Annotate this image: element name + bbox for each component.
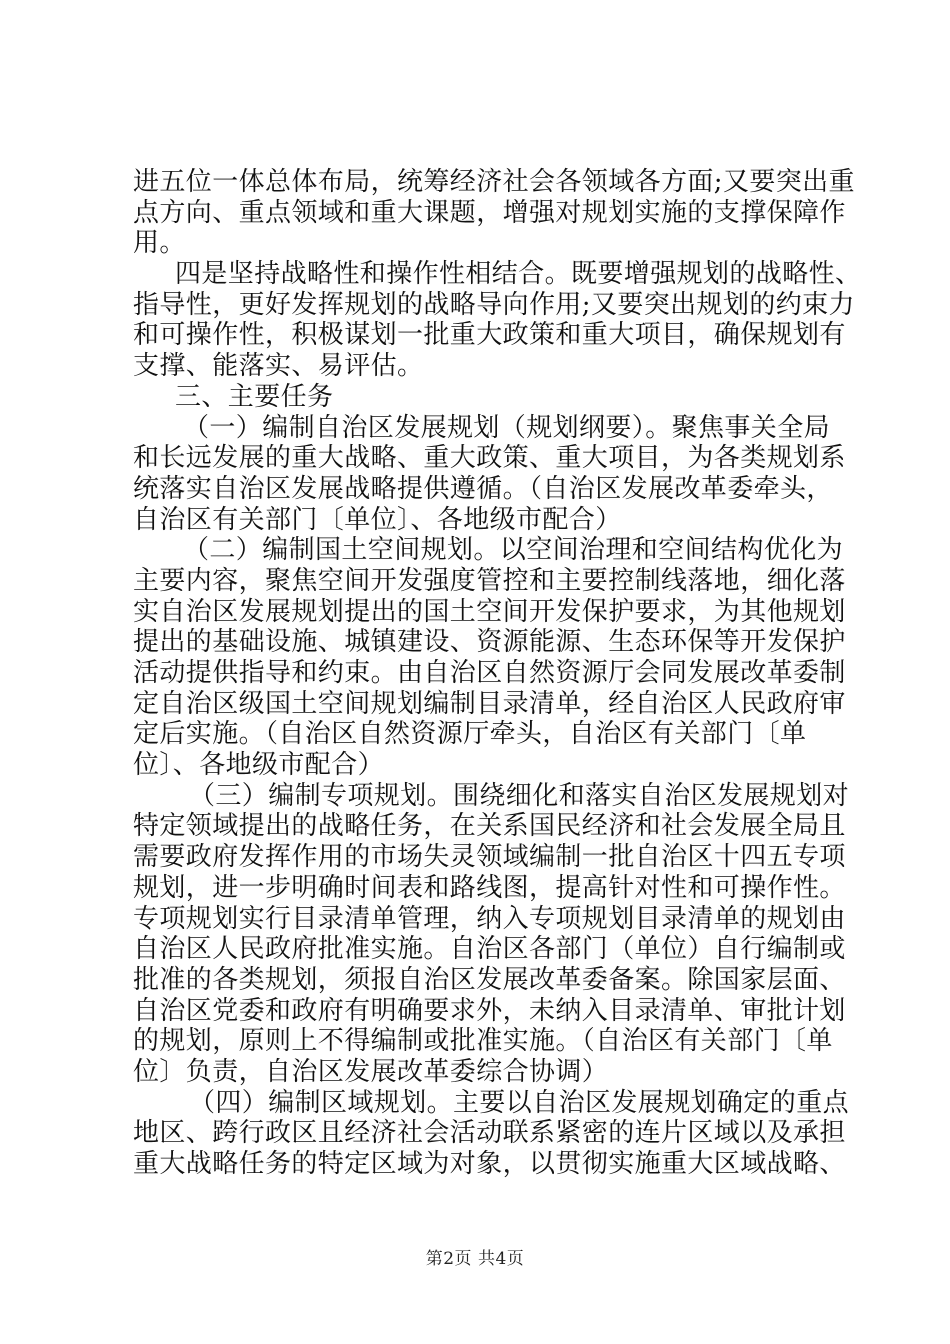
text-line: 地区、跨行政区且经济社会活动联系紧密的连片区域以及承担	[133, 1118, 846, 1149]
text-line: 进五位一体总体布局，统筹经济社会各领域各方面;又要突出重	[133, 167, 855, 197]
paragraph-start-line: 四是坚持战略性和操作性相结合。既要增强规划的战略性、	[175, 259, 862, 290]
text-line: 和可操作性，积极谋划一批重大政策和重大项目，确保规划有	[133, 320, 846, 351]
text-line: 位〕、各地级市配合）	[133, 750, 385, 781]
text-line: 活动提供指导和约束。由自治区自然资源厅会同发展改革委制	[133, 658, 846, 688]
text-line: 指导性，更好发挥规划的战略导向作用;又要突出规划的约束力	[133, 289, 855, 320]
text-line: 支撑、能落实、易评估。	[133, 351, 424, 382]
text-line: 自治区人民政府批准实施。自治区各部门（单位）自行编制或	[133, 934, 846, 965]
text-line: 提出的基础设施、城镇建设、资源能源、生态环保等开发保护	[133, 627, 846, 658]
text-line: 点方向、重点领域和重大课题，增强对规划实施的支撑保障作	[133, 197, 846, 228]
paragraph-start-line: （四）编制区域规划。主要以自治区发展规划确定的重点	[189, 1087, 850, 1118]
text-line: 统落实自治区发展战略提供遵循。（自治区发展改革委牵头，	[133, 473, 833, 504]
text-line: 需要政府发挥作用的市场失灵领域编制一批自治区十四五专项	[133, 842, 846, 873]
text-line: 主要内容，聚焦空间开发强度管控和主要控制线落地，细化落	[133, 565, 846, 596]
text-line: 和长远发展的重大战略、重大政策、重大项目，为各类规划系	[133, 443, 846, 474]
text-line: 实自治区发展规划提出的国土空间开发保护要求，为其他规划	[133, 596, 846, 627]
paragraph-start-line: （一）编制自治区发展规划（规划纲要）。聚焦事关全局	[183, 412, 831, 443]
paragraph-start-line: （二）编制国土空间规划。以空间治理和空间结构优化为	[183, 535, 844, 566]
text-line: 用。	[133, 228, 186, 259]
text-line: 特定领域提出的战略任务，在关系国民经济和社会发展全局且	[133, 811, 846, 842]
text-line: 定自治区级国土空间规划编制目录清单，经自治区人民政府审	[133, 688, 846, 719]
text-line: 批准的各类规划，须报自治区发展改革委备案。除国家层面、	[133, 964, 846, 995]
text-line: 的规划，原则上不得编制或批准实施。（自治区有关部门〔单	[133, 1026, 833, 1057]
text-line: 位〕负责，自治区发展改革委综合协调）	[133, 1056, 609, 1087]
text-line: 重大战略任务的特定区域为对象，以贯彻实施重大区域战略、	[133, 1149, 846, 1179]
section-heading: 三、主要任务	[175, 381, 334, 412]
text-line: 自治区党委和政府有明确要求外，未纳入目录清单、审批计划	[133, 995, 846, 1026]
text-line: 自治区有关部门〔单位〕、各地级市配合）	[133, 504, 622, 535]
text-line: 定后实施。（自治区自然资源厅牵头，自治区有关部门〔单	[133, 719, 807, 750]
paragraph-start-line: （三）编制专项规划。围绕细化和落实自治区发展规划对	[189, 780, 850, 811]
text-line: 专项规划实行目录清单管理，纳入专项规划目录清单的规划由	[133, 903, 846, 934]
text-line: 规划，进一步明确时间表和路线图，提高针对性和可操作性。	[133, 872, 846, 903]
page-number-footer: 第2页 共4页	[425, 1249, 525, 1269]
document-body	[133, 167, 862, 1180]
